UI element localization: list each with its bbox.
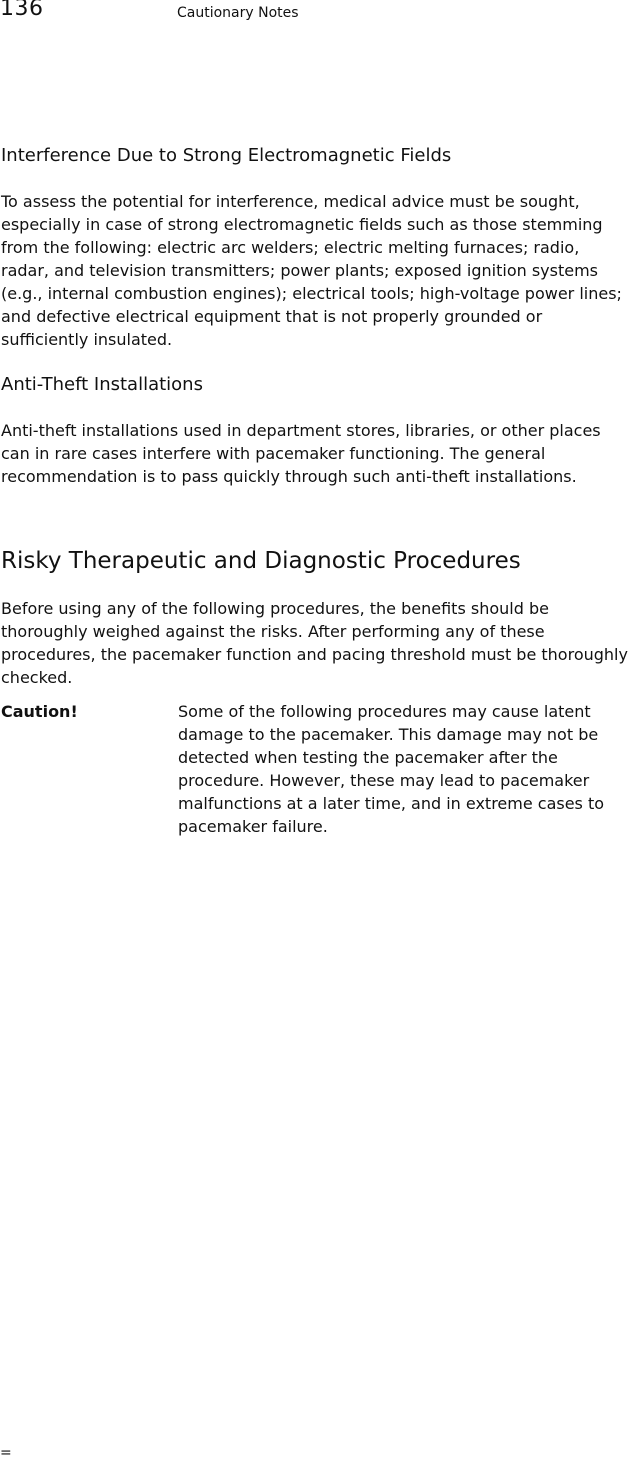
footer-mark: = bbox=[0, 1445, 12, 1461]
page-number: 136 bbox=[0, 0, 44, 21]
anti-theft-heading: Anti-Theft Installations bbox=[1, 374, 203, 395]
running-title: Cautionary Notes bbox=[177, 5, 299, 21]
caution-label: Caution! bbox=[1, 702, 78, 721]
interference-heading: Interference Due to Strong Electromagnetic Fields bbox=[1, 145, 452, 166]
anti-theft-paragraph: Anti-theft installations used in department stores, libraries, or other places can in rare cases interfere with pacemaker functioning. The general recommendation is to pass quickly through such anti-theft installations. bbox=[1, 421, 601, 486]
risky-procedures-paragraph: Before using any of the following procedures, the benefits should be thoroughly weighed against the risks. After performing any of these procedures, the pacemaker function and pacing threshold must be thoroughly checked. bbox=[1, 599, 628, 687]
risky-procedures-heading: Risky Therapeutic and Diagnostic Procedures bbox=[1, 548, 521, 574]
interference-paragraph: To assess the potential for interference, medical advice must be sought, especially in case of strong electromagnetic fields such as those stemming from the following: electric arc welders; electric melting furnaces; radio, radar, and television transmitters; power plants; exposed ignition systems (e.g., internal combustion engines); electrical tools; high-voltage power lines; and defective electrical equipment that is not properly grounded or sufficiently insulated. bbox=[1, 192, 622, 349]
caution-text: Some of the following procedures may cause latent damage to the pacemaker. This damage may not be detected when testing the pacemaker after the procedure. However, these may lead to pacemaker malfunctions at a later time, and in extreme cases to pacemaker failure. bbox=[178, 702, 605, 836]
